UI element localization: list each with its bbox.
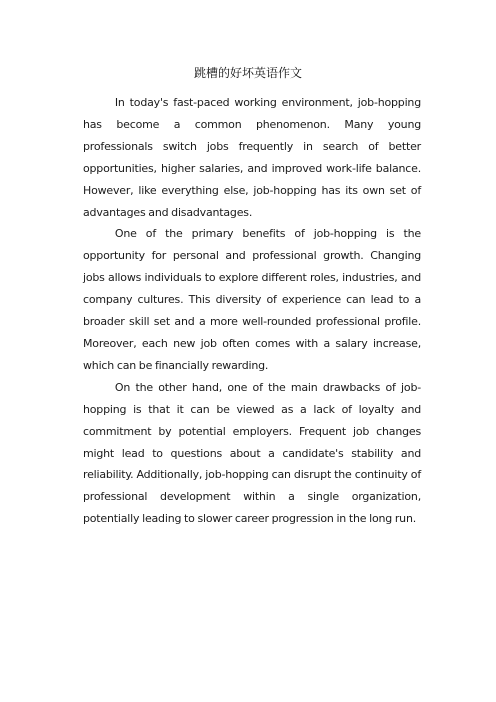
document-title: 跳槽的好坏英语作文 — [193, 66, 302, 80]
paragraph-intro: In today's fast-paced working environment, job-hopping has become a common phenomenon. Many young professionals switch jobs frequently in search of better opportunities, higher salaries, and improved work-life balance. However, like everything else, job-hopping has its own set of advantages and disadvantages. — [83, 96, 421, 219]
paragraph-benefits: One of the primary benefits of job-hopping is the opportunity for personal and professional growth. Changing jobs allows individuals to explore different roles, industries, and company cultures. This diversity of experience can lead to a broader skill set and a more well-rounded professional profile. Moreover, each new job often comes with a salary increase, which can be financially rewarding. — [83, 227, 421, 372]
document-body — [83, 92, 421, 530]
paragraph-drawbacks: On the other hand, one of the main drawbacks of job-hopping is that it can be viewed as a lack of loyalty and commitment by potential employers. Frequent job changes might lead to questions about a candidate's stability and reliability. Additionally, job-hopping can disrupt the continuity of professional development within a single organization, potentially leading to slower career progression in the long run. — [83, 380, 421, 526]
